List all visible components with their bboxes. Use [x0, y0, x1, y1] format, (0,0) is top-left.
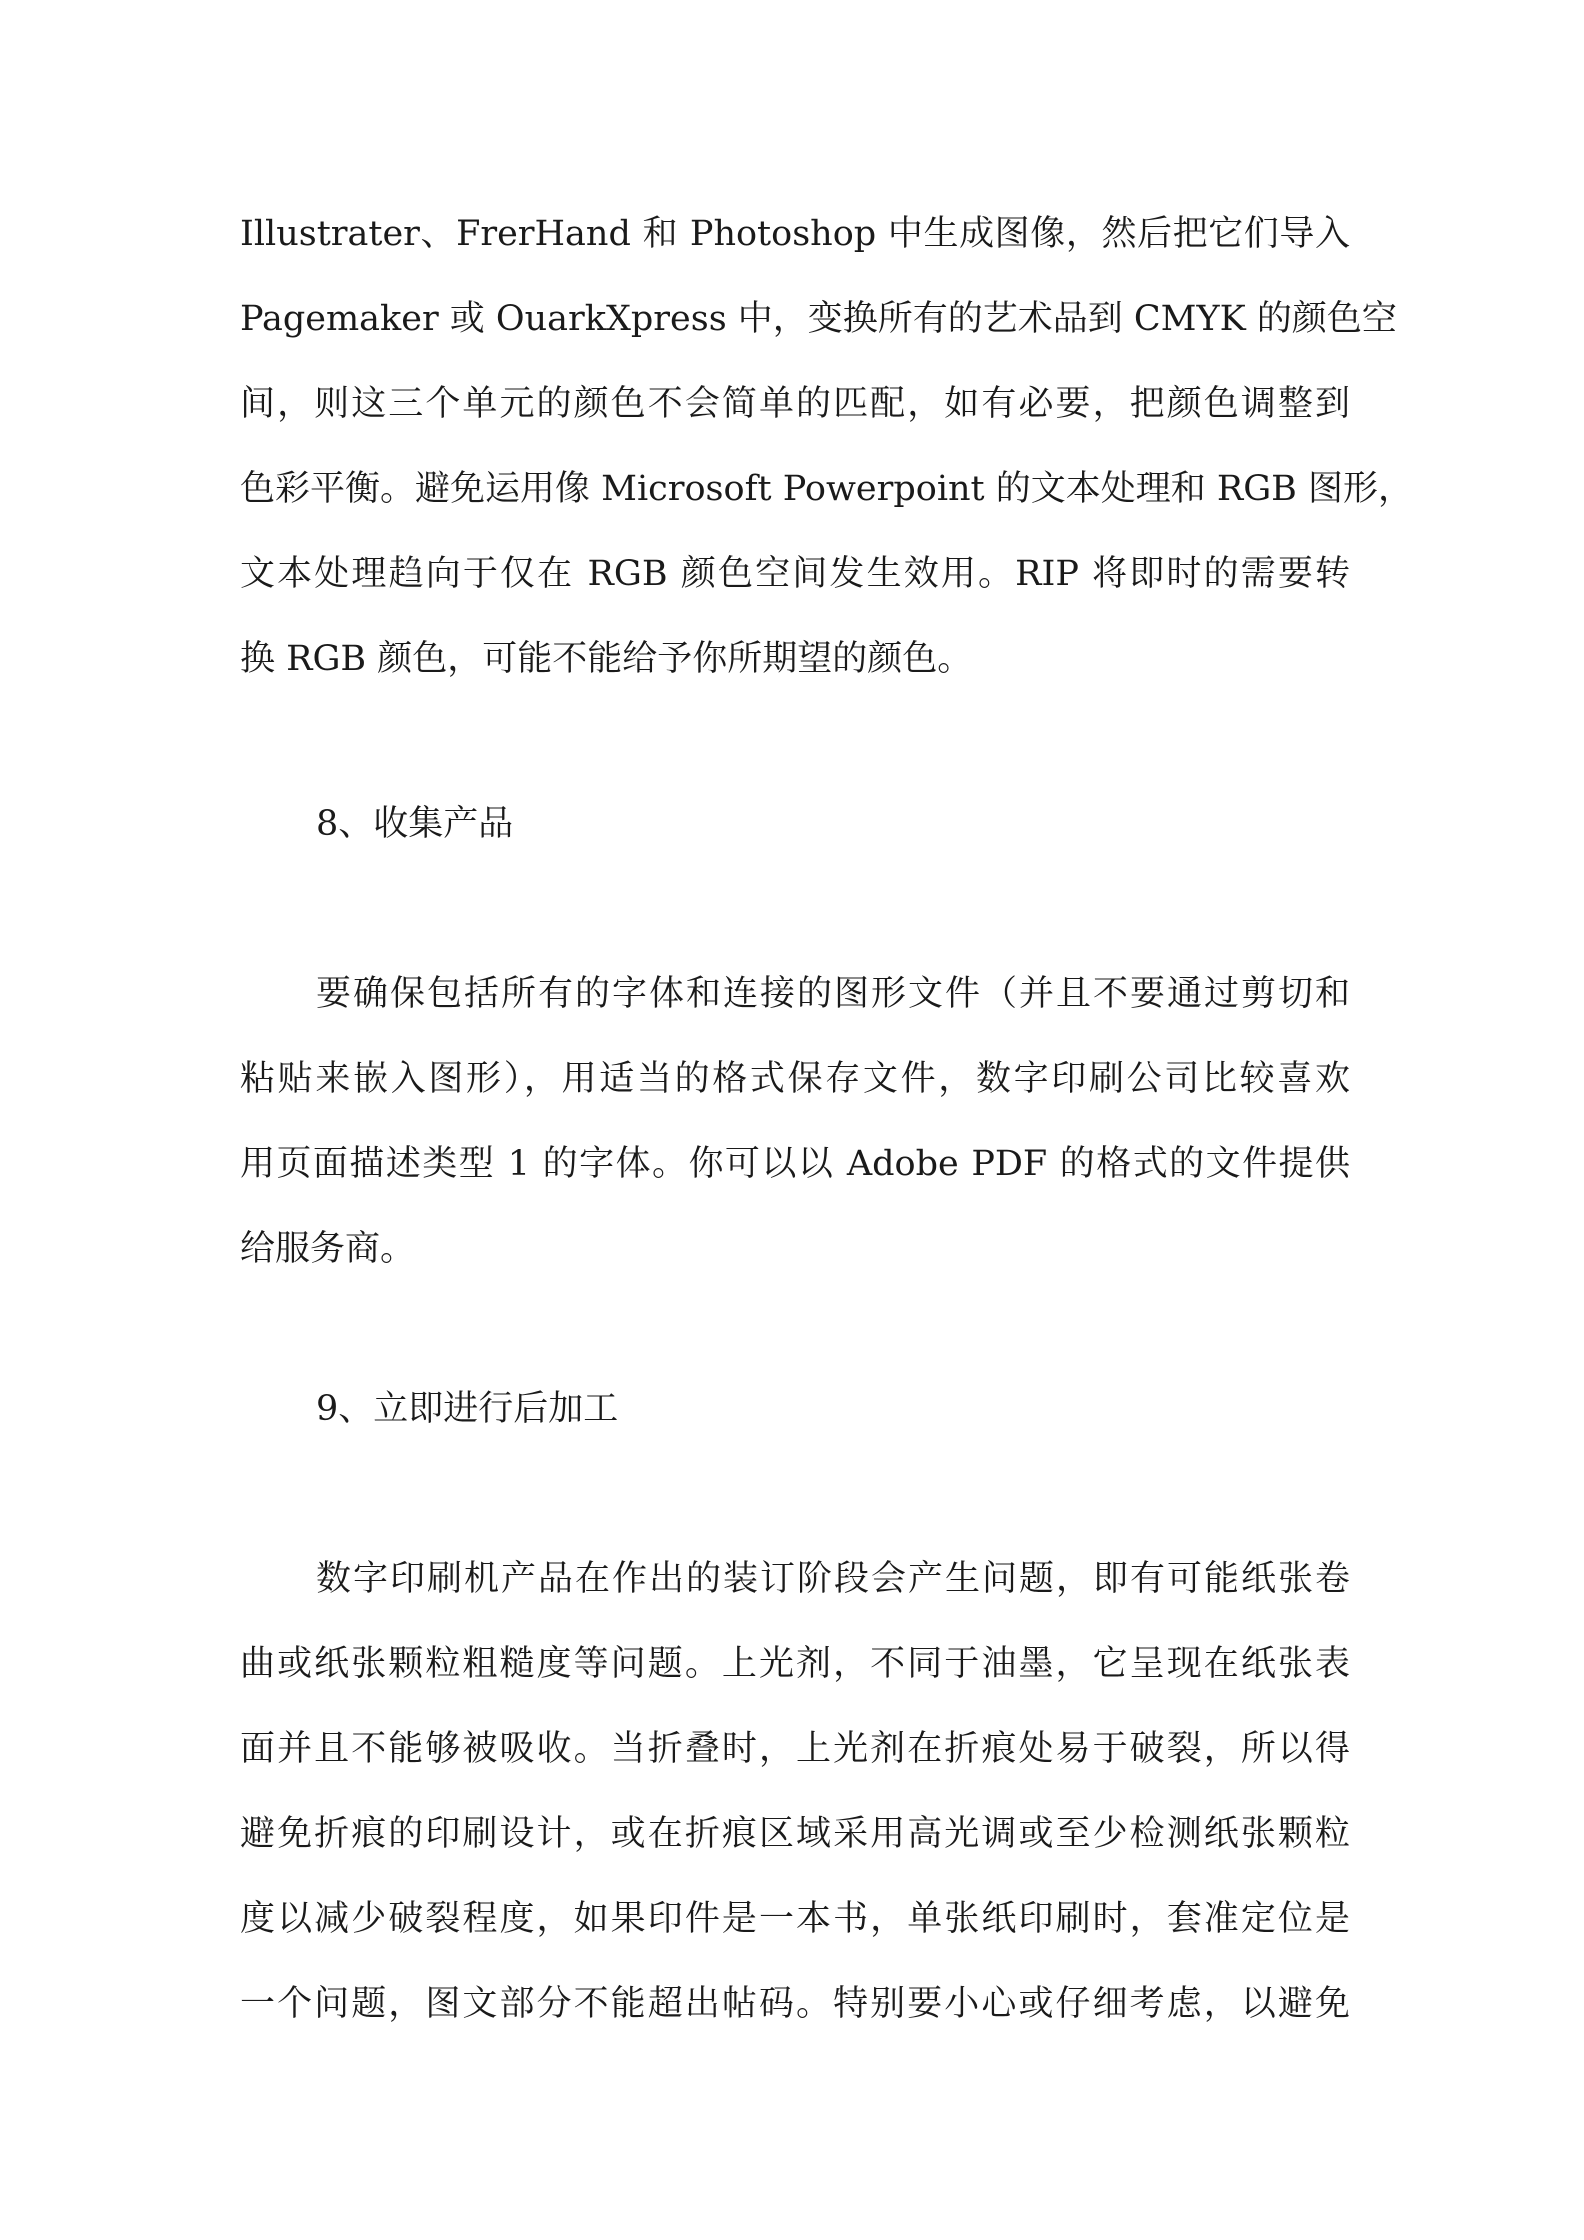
paragraph-9-line-4: 避免折痕的印刷设计，或在折痕区域采用高光调或至少检测纸张颗粒: [240, 1814, 1350, 1854]
paragraph-9-line-2: 曲或纸张颗粒粗糙度等问题。上光剂，不同于油墨，它呈现在纸张表: [240, 1644, 1350, 1684]
paragraph-top-line-1: Illustrater、FrerHand 和 Photoshop 中生成图像，然后把它们导入: [240, 214, 1350, 254]
section-heading-8: 8、收集产品: [316, 804, 514, 844]
paragraph-9-line-5: 度以减少破裂程度，如果印件是一本书，单张纸印刷时，套准定位是: [240, 1899, 1350, 1939]
paragraph-8-line-3: 用页面描述类型 1 的字体。你可以以 Adobe PDF 的格式的文件提供: [240, 1144, 1350, 1184]
paragraph-9-line-1: 数字印刷机产品在作出的装订阶段会产生问题，即有可能纸张卷: [316, 1559, 1350, 1599]
paragraph-8-line-2: 粘贴来嵌入图形），用适当的格式保存文件，数字印刷公司比较喜欢: [240, 1059, 1350, 1099]
paragraph-9-line-3: 面并且不能够被吸收。当折叠时，上光剂在折痕处易于破裂，所以得: [240, 1729, 1350, 1769]
paragraph-8-line-4: 给服务商。: [240, 1229, 416, 1269]
paragraph-top-line-4: 色彩平衡。避免运用像 Microsoft Powerpoint 的文本处理和 RGB 图形，: [240, 469, 1414, 509]
paragraph-top-line-2: Pagemaker 或 OuarkXpress 中，变换所有的艺术品到 CMYK 的颜色空: [240, 299, 1397, 339]
section-heading-9: 9、立即进行后加工: [316, 1389, 619, 1429]
paragraph-top-line-5: 文本处理趋向于仅在 RGB 颜色空间发生效用。RIP 将即时的需要转: [240, 554, 1350, 594]
paragraph-top-line-6: 换 RGB 颜色，可能不能给予你所期望的颜色。: [240, 639, 973, 679]
paragraph-9-line-6: 一个问题，图文部分不能超出帖码。特别要小心或仔细考虑，以避免: [240, 1984, 1350, 2024]
paragraph-top-line-3: 间，则这三个单元的颜色不会简单的匹配，如有必要，把颜色调整到: [240, 384, 1350, 424]
paragraph-8-line-1: 要确保包括所有的字体和连接的图形文件（并且不要通过剪切和: [316, 974, 1350, 1014]
